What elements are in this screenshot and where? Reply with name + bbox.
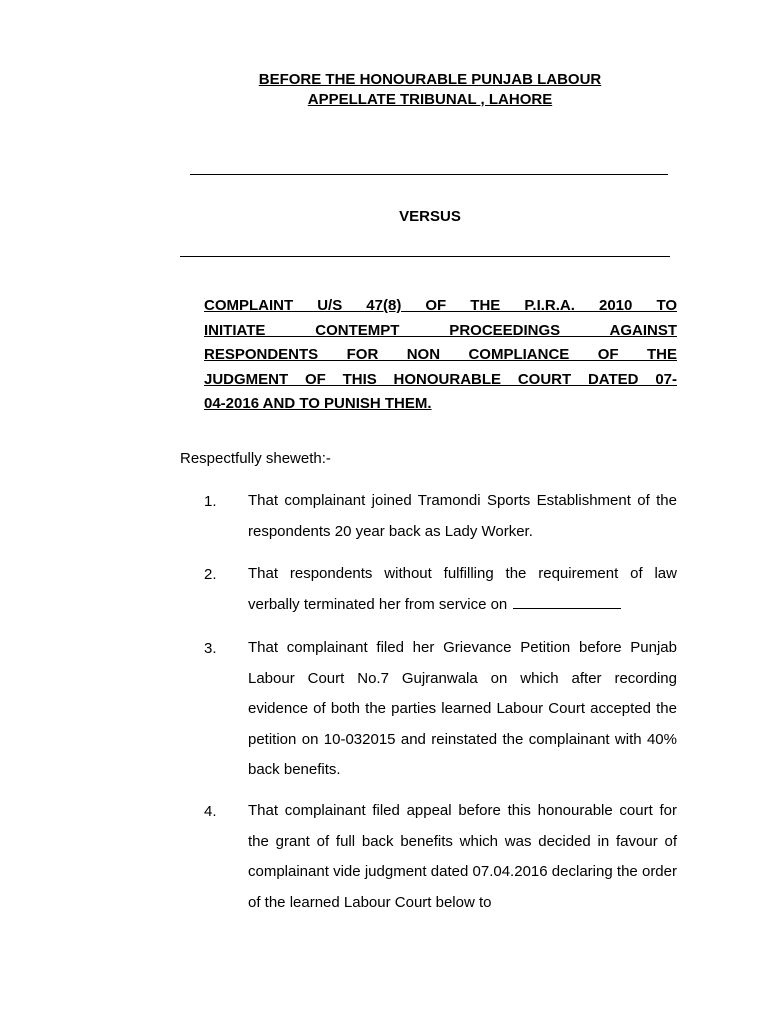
- paragraph-number: 1.: [204, 493, 217, 510]
- paragraph-number: 3.: [204, 640, 217, 657]
- document-heading: [180, 70, 680, 110]
- paragraph-number: 4.: [204, 803, 217, 820]
- paragraph-text: That complainant filed appeal before this honourable court for the grant of full back benefits which was decided in favour of complainant vide judgment dated 07.04.2016 declaring the order of the learned Labour Court below to: [248, 802, 677, 911]
- subject-line-4: JUDGMENT OF THIS HONOURABLE COURT DATED 07-: [204, 370, 677, 388]
- subject-line-2: INITIATE CONTEMPT PROCEEDINGS AGAINST: [204, 321, 677, 339]
- subject-line-5: 04-2016 AND TO PUNISH THEM.: [204, 395, 432, 413]
- respondent-name-blank-line: [180, 256, 670, 257]
- subject-line-1: COMPLAINT U/S 47(8) OF THE P.I.R.A. 2010 TO: [204, 297, 677, 314]
- heading-line-1: BEFORE THE HONOURABLE PUNJAB LABOUR: [258, 71, 602, 88]
- date-blank-line: [513, 596, 621, 609]
- subject-line-3: RESPONDENTS FOR NON COMPLIANCE OF THE: [204, 346, 677, 364]
- greeting: Respectfully sheweth:-: [180, 450, 331, 467]
- paragraph-text: That complainant filed her Grievance Petition before Punjab Labour Court No.7 Gujranwala on which after recording evidence of both the parties learned Labour Court accepted the petition on 10-032015 and reinstated the complainant with 40% back benefits.: [248, 639, 677, 779]
- complainant-name-blank-line: [190, 174, 668, 175]
- versus-label: VERSUS: [399, 208, 461, 225]
- heading-line-2: APPELLATE TRIBUNAL , LAHORE: [307, 91, 553, 108]
- paragraph-text: That complainant joined Tramondi Sports Establishment of the respondents 20 year back as Lady Worker.: [248, 492, 677, 540]
- paragraph-text: [248, 559, 677, 620]
- paragraph-text-content: That respondents without fulfilling the requirement of law verbally terminated her from service on: [248, 565, 677, 613]
- paragraph-number: 2.: [204, 566, 217, 583]
- subject-heading: [204, 294, 677, 417]
